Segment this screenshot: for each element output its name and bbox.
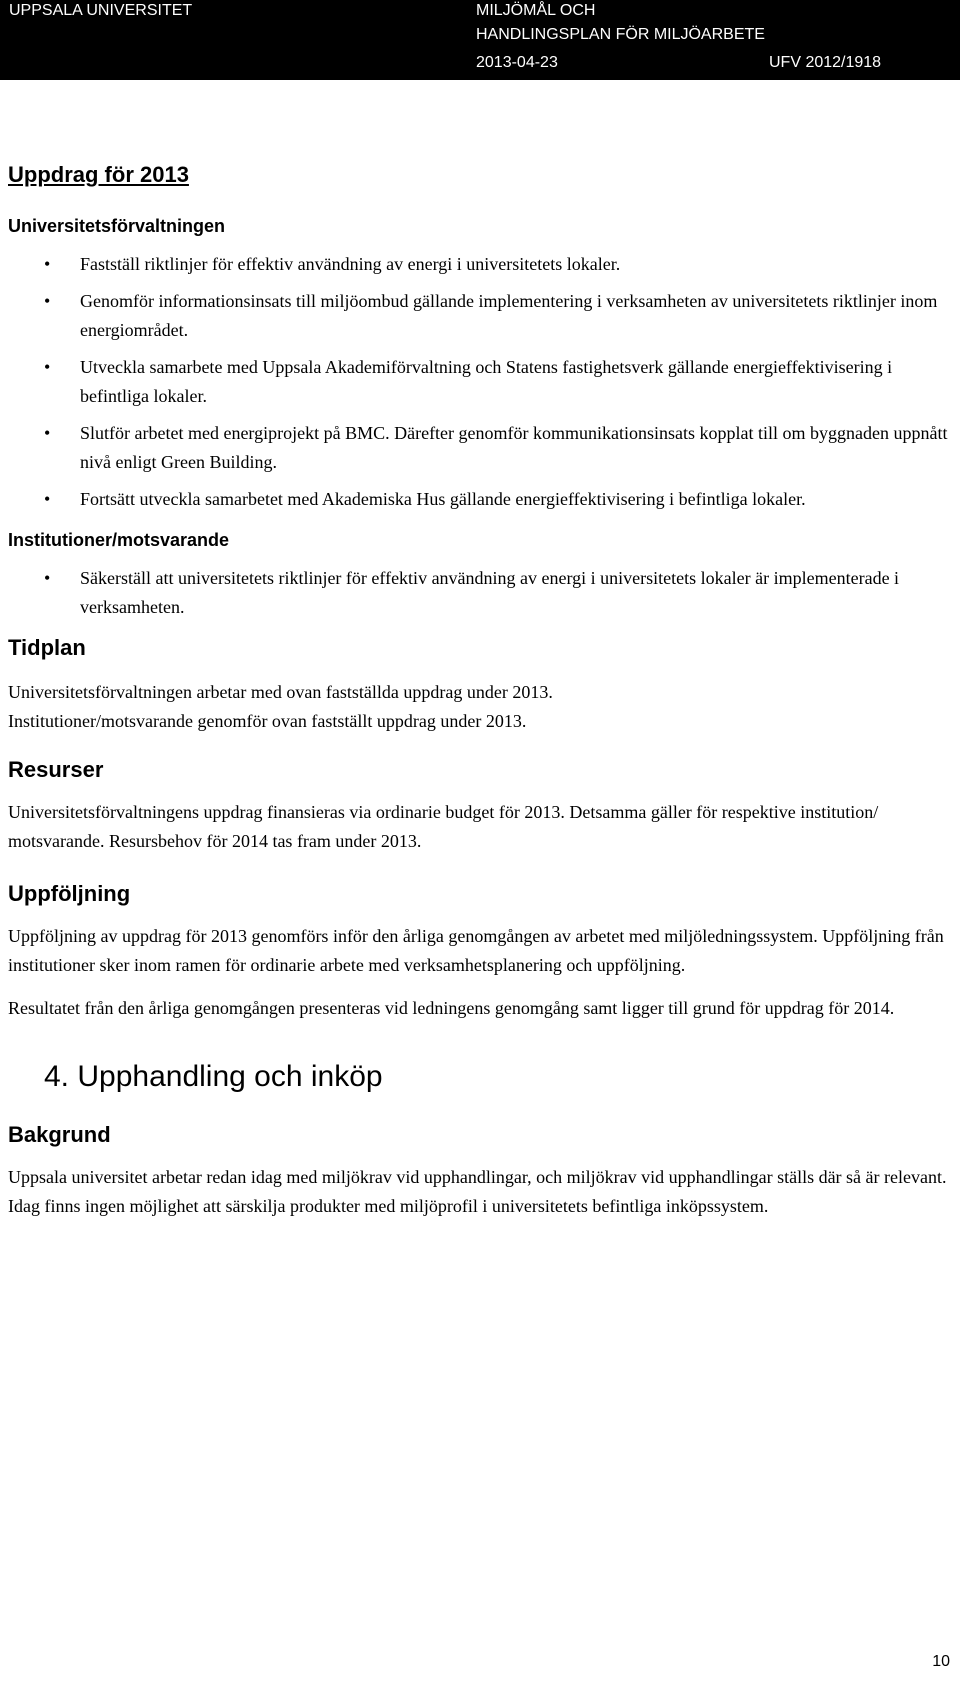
list-item: • Säkerställ att universitetets riktlinjer för effektiv användning av energi i universitetets lokaler är implementerade i verksamheten. [8,564,953,622]
page-header [0,0,960,80]
list-item: • Fastställ riktlinjer för effektiv användning av energi i universitetets lokaler. [8,250,953,279]
tidplan-line-2: Institutioner/motsvarande genomför ovan fastställt uppdrag under 2013. [8,711,527,731]
header-title-line1: MILJÖMÅL OCH [476,2,596,19]
bullet-icon: • [44,291,51,311]
bullet-icon: • [44,254,51,274]
header-reference: UFV 2012/1918 [769,54,882,71]
heading-resurser: Resurser [8,757,104,782]
inst-task-list [8,564,953,622]
heading-tidplan: Tidplan [8,635,86,660]
tidplan-line-1: Universitetsförvaltningen arbetar med ovan fastställda uppdrag under 2013. [8,682,553,702]
page-number: 10 [932,1653,950,1670]
header-title-line2: HANDLINGSPLAN FÖR MILJÖARBETE [476,26,765,43]
chapter-heading: 4. Upphandling och inköp [44,1060,383,1093]
header-org: UPPSALA UNIVERSITET [9,2,193,19]
bakgrund-text: Uppsala universitet arbetar redan idag med miljökrav vid upphandlingar, och miljökrav vid upphandlingar ställs där så är relevant. Idag finns ingen möjlighet att särskilja produkter med miljöprofil i universitetets befintliga inköpssystem. [8,1167,947,1216]
heading-universitetsforvaltningen: Universitetsförvaltningen [8,216,226,236]
bullet-icon: • [44,423,51,443]
heading-uppdrag: Uppdrag för 2013 [8,162,189,187]
bullet-icon: • [44,357,51,377]
heading-uppfoljning: Uppföljning [8,881,131,906]
resurser-text: Universitetsförvaltningens uppdrag finansieras via ordinarie budget för 2013. Detsamma gäller för respektive institution/ motsvarande. Resursbehov för 2014 tas fram under 2013. [8,802,879,851]
list-item: • Slutför arbetet med energiprojekt på BMC. Därefter genomför kommunikationsinsats kopplat till om byggnaden uppnått nivå enligt Green Building. [8,419,953,477]
bullet-icon: • [44,489,51,509]
header-date: 2013-04-23 [476,54,558,71]
bullet-icon: • [44,568,51,588]
heading-bakgrund: Bakgrund [8,1122,111,1147]
list-item: • Genomför informationsinsats till miljöombud gällande implementering i verksamheten av universitetets riktlinjer inom energiområdet. [8,287,953,345]
document-body [8,160,953,1221]
list-item: • Fortsätt utveckla samarbetet med Akademiska Hus gällande energieffektivisering i befintliga lokaler. [8,485,953,514]
heading-institutioner: Institutioner/motsvarande [8,530,230,550]
uppfoljning-paragraph-1: Uppföljning av uppdrag för 2013 genomförs inför den årliga genomgången av arbetet med miljöledningssystem. Uppföljning från institutioner sker inom ramen för ordinarie arbete med verksamhetsplanering och uppföljning. [8,926,944,975]
univ-task-list [8,250,953,514]
uppfoljning-paragraph-2: Resultatet från den årliga genomgången presenteras vid ledningens genomgång samt ligger till grund för uppdrag för 2014. [8,998,895,1018]
list-item: • Utveckla samarbete med Uppsala Akademiförvaltning och Statens fastighetsverk gällande energieffektivisering i befintliga lokaler. [8,353,953,411]
